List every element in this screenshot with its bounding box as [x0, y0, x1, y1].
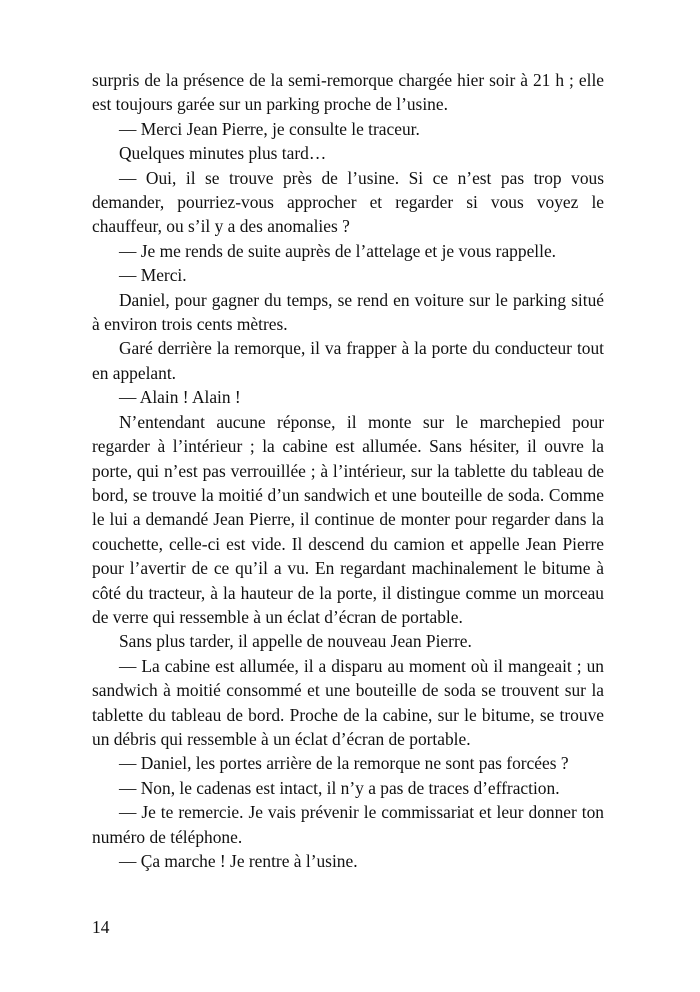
- paragraph-dialogue: — Merci.: [119, 265, 187, 286]
- paragraph-continuation: surpris de la présence de la semi-remorque chargée hier soir à 21 h ; elle est toujours garée sur un parking proche de l’usine.: [92, 70, 604, 115]
- paragraph-dialogue: — La cabine est allumée, il a disparu au moment où il mangeait ; un sandwich à moitié consommé et une bouteille de soda se trouvent sur la tablette du tableau de bord. Proche de la cabine, sur le bitume, se trouve un débris qui ressemble à un éclat d’écran de portable.: [92, 655, 604, 749]
- page-body: [92, 68, 604, 873]
- paragraph-narration: Daniel, pour gagner du temps, se rend en voiture sur le parking situé à environ trois cents mètres.: [92, 289, 604, 335]
- paragraph-dialogue: — Oui, il se trouve près de l’usine. Si ce n’est pas trop vous demander, pourriez-vous approcher et regarder si vous voyez le chauffeur, ou s’il y a des anomalies ?: [92, 167, 604, 237]
- paragraph-dialogue: — Je te remercie. Je vais prévenir le commissariat et leur donner ton numéro de téléphone.: [92, 802, 604, 847]
- paragraph-dialogue: — Ça marche ! Je rentre à l’usine.: [119, 851, 358, 871]
- paragraph-dialogue: — Je me rends de suite auprès de l’attelage et je vous rappelle.: [119, 240, 557, 261]
- paragraph-narration: Sans plus tarder, il appelle de nouveau Jean Pierre.: [119, 631, 472, 652]
- page-number: 14: [92, 917, 110, 937]
- paragraph-narration: Garé derrière la remorque, il va frapper à la porte du conducteur tout en appelant.: [92, 338, 604, 383]
- paragraph-dialogue: — Merci Jean Pierre, je consulte le traceur.: [119, 118, 420, 139]
- paragraph-dialogue: — Alain ! Alain !: [119, 387, 241, 408]
- paragraph-narration: N’entendant aucune réponse, il monte sur le marchepied pour regarder à l’intérieur ; la cabine est allumée. Sans hésiter, il ouvre la porte, qui n’est pas verrouillée ; à l’intérieur, sur la tablette du tableau de bord, se trouve la moitié d’un sandwich et une bouteille de soda. Comme le lui a demandé Jean Pierre, il continue de monter pour regarder dans la couchette, celle-ci est vide. Il descend du camion et appelle Jean Pierre pour l’avertir de ce qu’il a vu. En regardant machinalement le bitume à côté du tracteur, à la hauteur de la porte, il distingue comme un morceau de verre qui ressemble à un éclat d’écran de portable.: [92, 411, 604, 627]
- paragraph-dialogue: — Non, le cadenas est intact, il n’y a pas de traces d’effraction.: [119, 777, 560, 798]
- paragraph-narration: Quelques minutes plus tard…: [119, 143, 327, 164]
- paragraph-dialogue: — Daniel, les portes arrière de la remorque ne sont pas forcées ?: [119, 753, 569, 774]
